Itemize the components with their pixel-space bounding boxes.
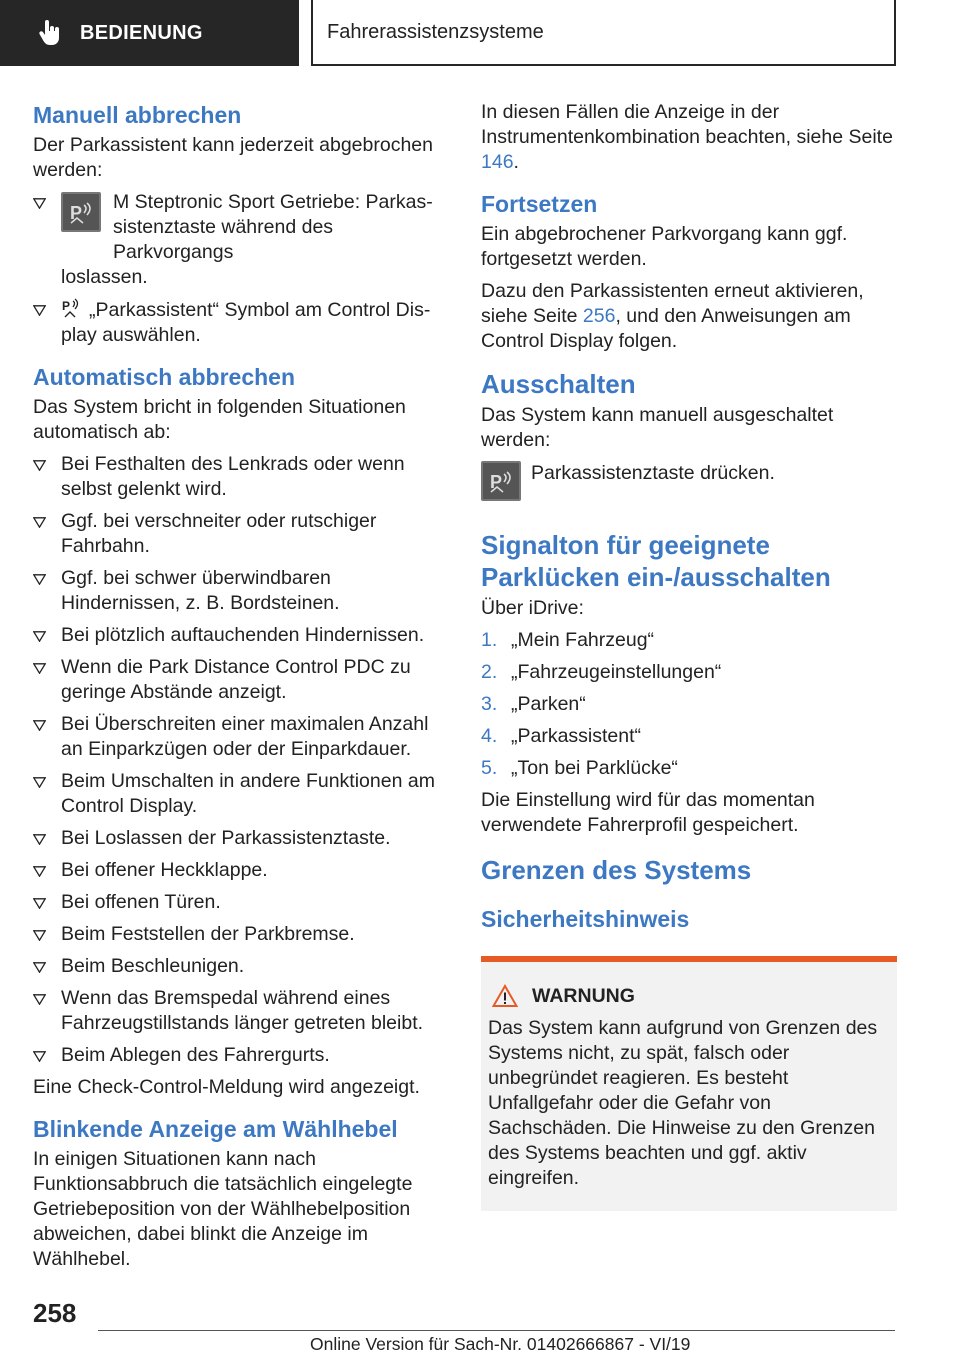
triangle-bullet-icon [33, 517, 46, 528]
parking-assistant-button-icon [61, 192, 101, 232]
list-item [33, 566, 448, 616]
fortsetzen-text1: Ein abgebrochener Parkvorgang kann ggf. fortgesetzt werden. [481, 223, 848, 270]
list-item [33, 655, 448, 705]
triangle-bullet-icon [33, 866, 46, 877]
page-number: 258 [33, 1298, 77, 1328]
list-item-text: Bei Festhalten des Lenkrads oder wenn selbst gelenkt wird. [61, 453, 405, 500]
fortsetzen-text2-b: , und den Anweisungen am Control Display folgen. [481, 305, 851, 352]
heading-automatisch-abbrechen: Automatisch abbrechen [33, 364, 295, 390]
manuell-list [33, 190, 448, 348]
list-item [33, 712, 448, 762]
triangle-bullet-icon [33, 930, 46, 941]
warning-title [488, 984, 890, 1008]
list-item [33, 954, 448, 979]
step-text: „Parken“ [511, 693, 586, 715]
list-item-text: Ggf. bei verschneiter oder rutschiger Fahrbahn. [61, 510, 377, 557]
list-item-text: Ggf. bei schwer überwindbaren Hindernissen, z. B. Bordsteinen. [61, 567, 340, 614]
ausschalten-instruction [481, 461, 897, 513]
hint-text: In diesen Fällen die Anzeige in der Instrumentenkombination beachten, siehe Seite [481, 101, 893, 148]
list-item-text: Beim Feststellen der Parkbremse. [61, 923, 355, 945]
blinkend-text: In einigen Situationen kann nach Funktionsabbruch die tatsächlich eingelegte Getriebeposition von der Wählhebelposition abweichen, dabei blinkt die Anzeige im Wählhebel. [33, 1148, 413, 1270]
list-item-text: Beim Beschleunigen. [61, 955, 245, 977]
signalton-outro: Die Einstellung wird für das momentan verwendete Fahrerprofil gespeichert. [481, 789, 815, 836]
svg-text:P: P [70, 203, 83, 223]
triangle-bullet-icon [33, 198, 46, 209]
heading-signalton-line2: Parklücken ein-/ausschalten [481, 562, 831, 592]
manuell-intro: Der Parkassistent kann jederzeit abgebrochen werden: [33, 134, 433, 181]
step-item [481, 692, 897, 717]
list-item-text: sistenztaste während des Parkvorgangs [113, 216, 334, 263]
triangle-bullet-icon [33, 1051, 46, 1062]
warning-triangle-icon [492, 984, 518, 1008]
triangle-bullet-icon [33, 720, 46, 731]
signalton-intro: Über iDrive: [481, 597, 584, 619]
step-text: „Parkassistent“ [511, 725, 642, 747]
triangle-bullet-icon [33, 834, 46, 845]
parking-assistant-symbol-icon [61, 297, 83, 319]
list-item [33, 890, 448, 915]
triangle-bullet-icon [33, 994, 46, 1005]
chapter-tab [0, 0, 299, 66]
automatisch-outro: Eine Check-Control-Meldung wird angezeigt. [33, 1076, 420, 1098]
list-item [33, 452, 448, 502]
list-item [33, 826, 448, 851]
step-text: „Ton bei Parklücke“ [511, 757, 678, 779]
triangle-bullet-icon [33, 305, 46, 316]
footer-text: Online Version für Sach-Nr. 01402666867 - VI/19 [310, 1334, 691, 1354]
heading-manuell-abbrechen: Manuell abbrechen [33, 102, 242, 128]
triangle-bullet-icon [33, 962, 46, 973]
step-item [481, 724, 897, 749]
heading-blinkende-anzeige: Blinkende Anzeige am Wählhebel [33, 1116, 398, 1142]
step-text: „Mein Fahrzeug“ [511, 629, 655, 651]
hint-text-end: . [513, 151, 519, 173]
step-number: 2. [481, 661, 498, 683]
heading-grenzen: Grenzen des Systems [481, 855, 752, 885]
step-item [481, 756, 897, 781]
list-item-text: Bei Loslassen der Parkassistenztaste. [61, 827, 391, 849]
triangle-bullet-icon [33, 460, 46, 471]
list-item [33, 769, 448, 819]
ausschalten-text: Das System kann manuell ausgeschaltet werden: [481, 404, 834, 451]
ausschalten-button-text: Parkassistenztaste drücken. [531, 462, 775, 484]
automatisch-intro: Das System bricht in folgenden Situationen automatisch ab: [33, 396, 406, 443]
list-item-text: Bei offenen Türen. [61, 891, 221, 913]
page-link-146[interactable]: 146 [481, 151, 514, 173]
list-item-text: Bei Überschreiten einer maximalen Anzahl an Einparkzügen oder der Einparkdauer. [61, 713, 429, 760]
triangle-bullet-icon [33, 898, 46, 909]
list-item [33, 922, 448, 947]
triangle-bullet-icon [33, 631, 46, 642]
list-item [33, 623, 448, 648]
list-item-text: Beim Ablegen des Fahrergurts. [61, 1044, 330, 1066]
triangle-bullet-icon [33, 777, 46, 788]
list-item-text: Bei offener Heckklappe. [61, 859, 268, 881]
list-item-text: play auswählen. [61, 324, 201, 346]
triangle-bullet-icon [33, 663, 46, 674]
hand-pointer-icon [36, 19, 64, 47]
list-item-text: Beim Umschalten in andere Funktionen am Control Display. [61, 770, 435, 817]
svg-text:P: P [62, 299, 71, 313]
warning-title-text: WARNUNG [532, 984, 635, 1007]
instrument-hint [481, 100, 897, 175]
warning-text: Das System kann aufgrund von Grenzen des Systems nicht, zu spät, falsch oder unbegründet reagieren. Es besteht Unfallgefahr oder die Gefahr von Sachschäden. Die Hinweise zu den Grenzen des Systems beachten und ggf. aktiv eingreifen. [488, 1017, 878, 1189]
list-item-text: loslassen. [61, 266, 148, 288]
list-item [33, 509, 448, 559]
step-text: „Fahrzeugeinstellungen“ [511, 661, 722, 683]
list-item-text: M Steptronic Sport Getriebe: Parkas- [113, 191, 433, 213]
list-item-text: Wenn das Bremspedal während eines Fahrzeugstillstands länger getreten bleibt. [61, 987, 424, 1034]
heading-sicherheitshinweis: Sicherheitshinweis [481, 906, 690, 932]
section-title: Fahrerassistenzsysteme [311, 0, 896, 66]
heading-fortsetzen: Fortsetzen [481, 191, 598, 217]
list-item [33, 858, 448, 883]
chapter-label: BEDIENUNG [80, 21, 203, 44]
page-link-256[interactable]: 256 [582, 305, 616, 327]
fortsetzen-text2-a: Dazu den Parkassistenten erneut aktivieren, siehe Seite [481, 280, 864, 327]
list-item-text: Bei plötzlich auftauchenden Hindernissen. [61, 624, 425, 646]
left-column [33, 100, 448, 1279]
fortsetzen-text2 [481, 279, 897, 354]
step-number: 1. [481, 629, 498, 651]
parking-assistant-button-icon [481, 461, 521, 501]
footer-divider [98, 1330, 895, 1331]
heading-signalton-line1: Signalton für geeignete [481, 530, 770, 560]
step-number: 3. [481, 693, 498, 715]
page-header [0, 0, 960, 66]
step-item [481, 628, 897, 653]
warning-box [481, 956, 897, 1211]
list-item-text: Wenn die Park Distance Control PDC zu geringe Abstände anzeigt. [61, 656, 411, 703]
list-item [33, 1043, 448, 1068]
triangle-bullet-icon [33, 574, 46, 585]
list-item [33, 190, 448, 290]
list-item-text: „Parkassistent“ Symbol am Control Dis- [89, 299, 431, 321]
automatisch-list [33, 452, 448, 1068]
heading-signalton [481, 529, 897, 593]
right-column [481, 100, 897, 1211]
svg-text:P: P [490, 472, 503, 492]
step-item [481, 660, 897, 685]
step-number: 4. [481, 725, 498, 747]
signalton-steps [481, 628, 897, 781]
heading-ausschalten: Ausschalten [481, 369, 636, 399]
list-item [33, 986, 448, 1036]
step-number: 5. [481, 757, 498, 779]
list-item [33, 297, 448, 348]
